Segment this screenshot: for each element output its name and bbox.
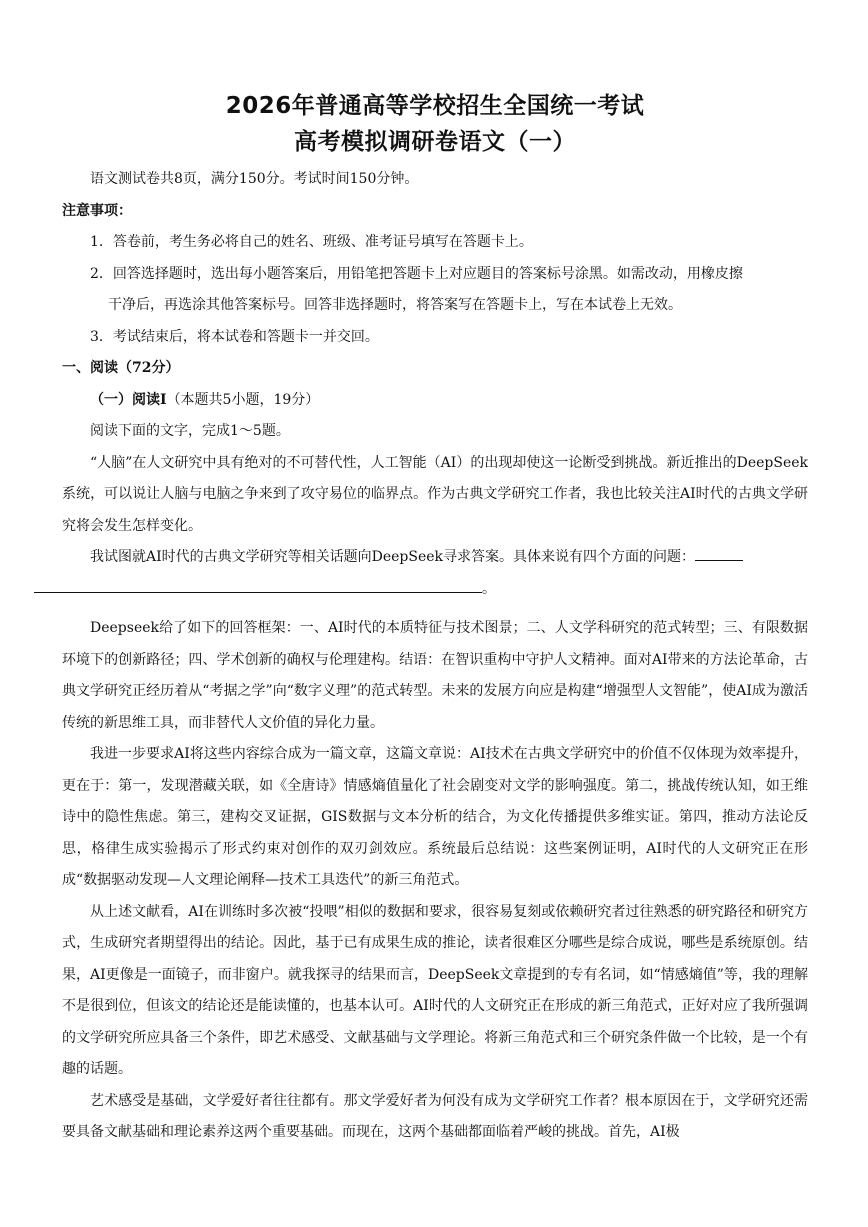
reading-instruction: 阅读下面的文字，完成1～5题。 [90, 423, 290, 439]
answer-blank-line-1[interactable] [695, 560, 743, 561]
notice-item-2: 2．回答选择题时，选出每小题答案后，用铅笔把答题卡上对应题目的答案标号涂黑。如需改动，用橡皮擦 [90, 265, 743, 282]
exam-intro: 语文测试卷共8页，满分150分。考试时间150分钟。 [90, 171, 419, 187]
passage-paragraph-5: 从上述文献看，AI在训练时多次被“投喂”相似的数据和要求，很容易复刻或依赖研究者过往熟悉的研究路径和研究方式，生成研究者期望得出的结论。因此，基于已有成果生成的推论，读者很难区分哪些是综合成说，哪些是系统原创。结果，AI更像是一面镜子，而非窗户。就我探寻的结果而言，DeepSeek文章提到的专有名词，如“情感熵值”等，我的理解不是很到位，但该文的结论还是能读懂的，也基本认可。AI时代的人文研究正在形成的新三角范式，正好对应了我所强调的文学研究所应具备三个条件，即艺术感受、文献基础与文学理论。将新三角范式和三个研究条件做一个比较，是一个有趣的话题。 [62, 903, 808, 1077]
passage-paragraph-1: “人脑”在人文研究中具有绝对的不可替代性，人工智能（AI）的出现却使这一论断受到挑战。新近推出的DeepSeek系统，可以说让人脑与电脑之争来到了攻守易位的临界点。作为古典文学研究工作者，我也比较关注AI时代的古典文学研究将会发生怎样变化。 [62, 454, 808, 534]
exam-title: 2026年普通高等学校招生全国统一考试 [225, 93, 645, 119]
passage-paragraph-2 [62, 542, 808, 605]
subsection-title: （一）阅读Ⅰ [90, 391, 167, 408]
passage-paragraph-4: 我进一步要求AI将这些内容综合成为一篇文章，这篇文章说：AI技术在古典文学研究中的价值不仅体现为效率提升，更在于：第一，发现潜藏关联，如《全唐诗》情感熵值量化了社会剧变对文学的影响强度。第二，挑战传统认知，如王维诗中的隐性焦虑。第三，建构交叉证据，GIS数据与文本分析的结合，为文化传播提供多维实证。第四，推动方法论反思，格律生成实验揭示了形式约束对创作的双刃剑效应。系统最后总结说：这些案例证明，AI时代的人文研究正在形成“数据驱动发现—人文理论阐释—技术工具迭代”的新三角范式。 [62, 746, 808, 888]
answer-blank-line-2[interactable] [34, 592, 482, 593]
passage-paragraph-2-text: 我试图就AI时代的古典文学研究等相关话题向DeepSeek寻求答案。具体来说有四个方面的问题： [90, 549, 696, 565]
passage-paragraph-6: 艺术感受是基础，文学爱好者往往都有。那文学爱好者为何没有成为文学研究工作者？根本原因在于，文学研究还需要具备文献基础和理论素养这两个重要基础。而现在，这两个基础都面临着严峻的挑战。首先，AI极 [62, 1092, 808, 1140]
passage-paragraph-3: Deepseek给了如下的回答框架：一、AI时代的本质特征与技术图景；二、人文学科研究的范式转型；三、有限数据环境下的创新路径；四、学术创新的确权与伦理建构。结语：在智识重构中守护人文精神。面对AI带来的方法论革命，古典文学研究正经历着从“考据之学”向“数字义理”的范式转型。未来的发展方向应是构建“增强型人文智能”，使AI成为激活传统的新思维工具，而非替代人文价值的异化力量。 [62, 620, 808, 731]
notice-heading: 注意事项： [62, 202, 132, 219]
subsection-note: （本题共5小题，19分） [166, 391, 320, 408]
notice-item-1: 1．答卷前，考生务必将自己的姓名、班级、准考证号填写在答题卡上。 [90, 234, 533, 250]
section-heading: 一、阅读（72分） [62, 360, 180, 376]
subsection-heading [62, 385, 808, 417]
notice-item-2-continued: 干净后，再选涂其他答案标号。回答非选择题时，将答案写在答题卡上，写在本试卷上无效。 [108, 297, 682, 313]
exam-subtitle: 高考模拟调研卷语文（一） [294, 129, 576, 155]
notice-item-3: 3．考试结束后，将本试卷和答题卡一并交回。 [90, 328, 379, 345]
passage-paragraph-2-end: 。 [482, 580, 496, 597]
